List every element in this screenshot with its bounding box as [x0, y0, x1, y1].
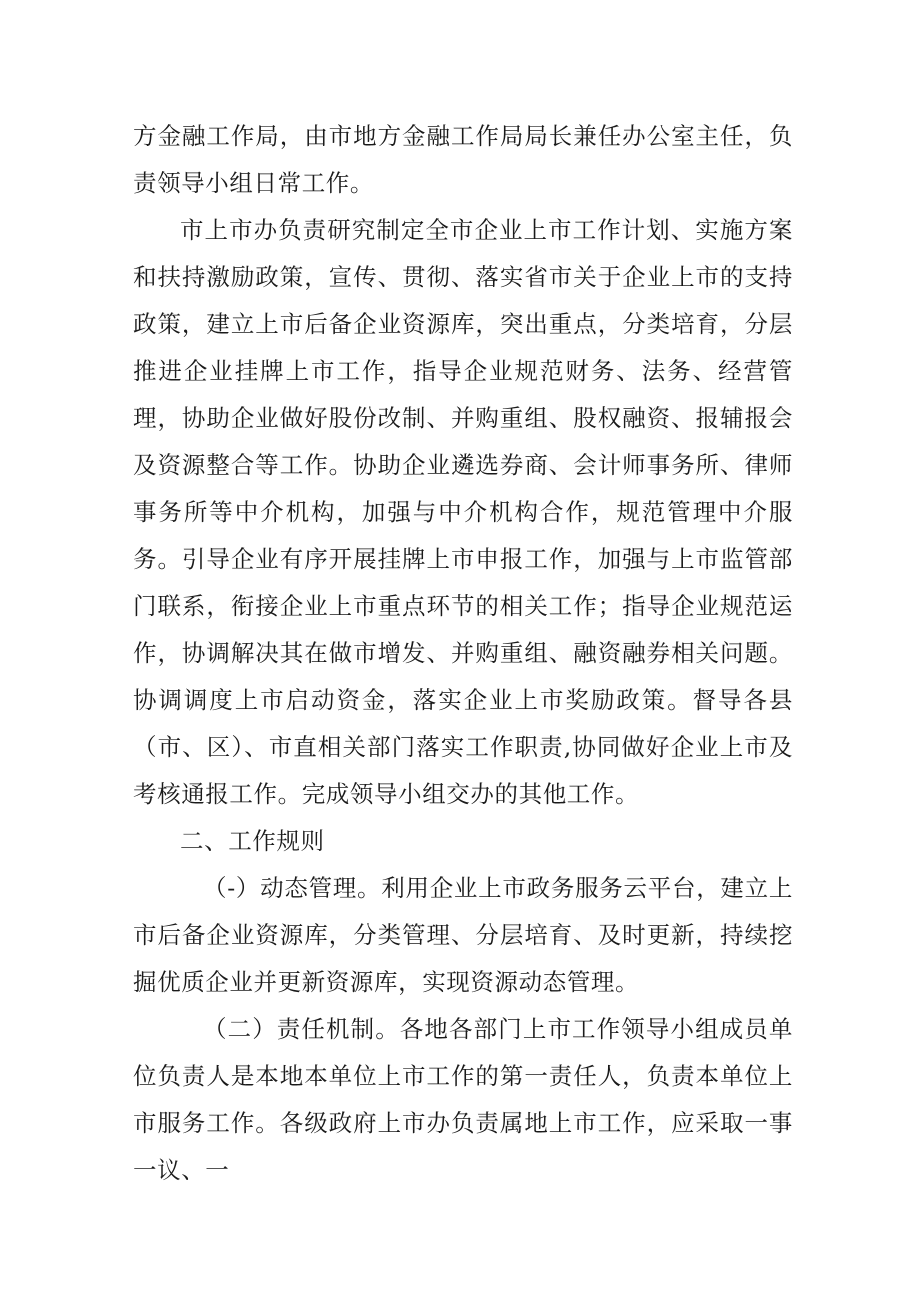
paragraph-office-duties: 市上市办负责研究制定全市企业上市工作计划、实施方案和扶持激励政策，宣传、贯彻、落实省市关于企业上市的支持政策，建立上市后备企业资源库，突出重点，分类培育，分层推进企业挂牌上市工作，指导企业规范财务、法务、经营管理，协助企业做好股份改制、并购重组、股权融资、报辅报会及资源整合等工作。协助企业遴选券商、会计师事务所、律师事务所等中介机构，加强与中介机构合作，规范管理中介服务。引导企业有序开展挂牌上市申报工作，加强与上市监管部门联系，衔接企业上市重点环节的相关工作；指导企业规范运作，协调解决其在做市增发、并购重组、融资融券相关问题。协调调度上市启动资金，落实企业上市奖励政策。督导各县（市、区）、市直相关部门落实工作职责,协同做好企业上市及考核通报工作。完成领导小组交办的其他工作。: [133, 216, 793, 808]
section-heading-work-rules: 二、工作规则: [180, 827, 325, 855]
paragraph-responsibility-mechanism: （二）责任机制。各地各部门上市工作领导小组成员单位负责人是本地本单位上市工作的第一责任人，负责本单位上市服务工作。各级政府上市办负责属地上市工作，应采取一事一议、一: [133, 1015, 793, 1184]
paragraph-dynamic-management: （-）动态管理。利用企业上市政务服务云平台，建立上市后备企业资源库，分类管理、分层培育、及时更新，持续挖掘优质企业并更新资源库，实现资源动态管理。: [133, 874, 793, 996]
document-body: [133, 113, 793, 1194]
paragraph-continuation: 方金融工作局，由市地方金融工作局局长兼任办公室主任，负责领导小组日常工作。: [133, 122, 793, 197]
